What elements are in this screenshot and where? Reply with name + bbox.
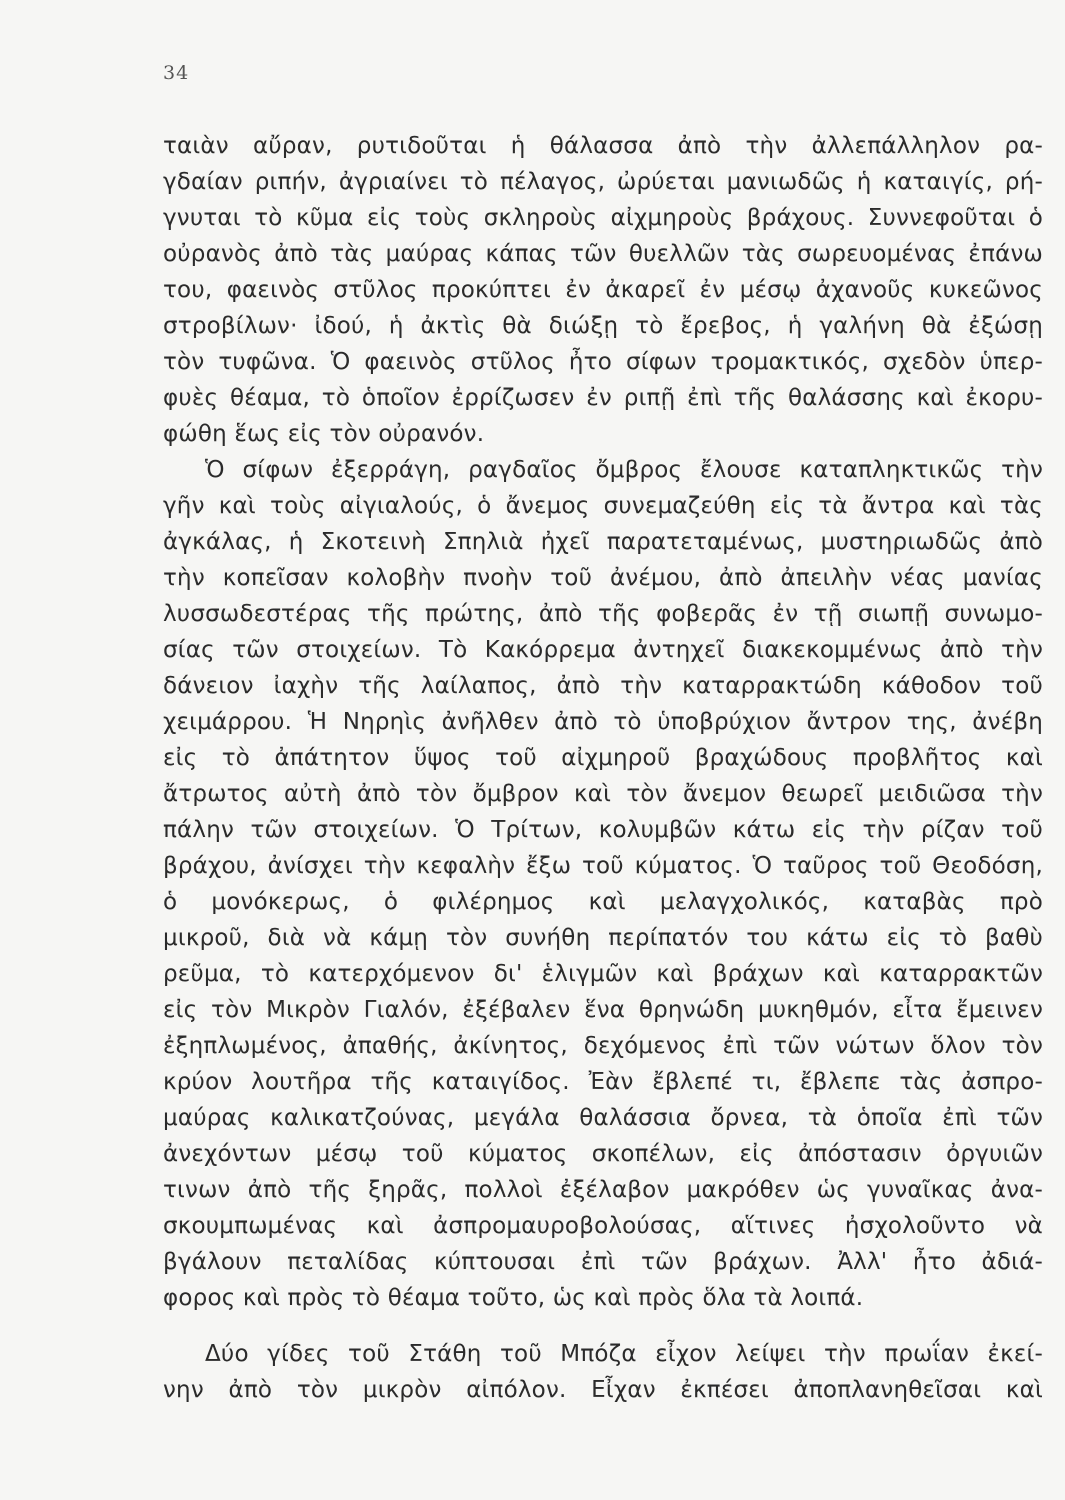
text-line: δάνειον ἰαχὴν τῆς λαίλαπος, ἀπὸ τὴν καταρρακτώδη κάθοδον τοῦ xyxy=(163,673,1043,699)
body-text xyxy=(163,128,1043,1408)
text-line: τὸν τυφῶνα. Ὁ φαεινὸς στῦλος ἦτο σίφων τρομακτικός, σχεδὸν ὑπερ- xyxy=(163,349,1043,375)
text-line: ρεῦμα, τὸ κατερχόμενον δι' ἑλιγμῶν καὶ βράχων καὶ καταρρακτῶν xyxy=(163,961,1043,987)
paragraph-2 xyxy=(163,452,1043,1316)
text-line: γῆν καὶ τοὺς αἰγιαλούς, ὁ ἄνεμος συνεμαζεύθη εἰς τὰ ἄντρα καὶ τὰς xyxy=(163,493,1043,519)
text-line: ἀγκάλας, ἡ Σκοτεινὴ Σπηλιὰ ἠχεῖ παρατεταμένως, μυστηριωδῶς ἀπὸ xyxy=(163,529,1043,555)
text-line: βράχου, ἀνίσχει τὴν κεφαλὴν ἔξω τοῦ κύματος. Ὁ ταῦρος τοῦ Θεοδόση, xyxy=(163,853,1043,879)
text-line: ἐξηπλωμένος, ἀπαθής, ἀκίνητος, δεχόμενος ἐπὶ τῶν νώτων ὅλον τὸν xyxy=(163,1033,1043,1059)
text-line: σκουμπωμένας καὶ ἀσπρομαυροβολούσας, αἵτινες ἠσχολοῦντο νὰ xyxy=(163,1213,1043,1239)
text-line: τινων ἀπὸ τῆς ξηρᾶς, πολλοὶ ἐξέλαβον μακρόθεν ὡς γυναῖκας ἀνα- xyxy=(163,1177,1043,1203)
text-line: του, φαεινὸς στῦλος προκύπτει ἐν ἀκαρεῖ ἐν μέσῳ ἀχανοῦς κυκεῶνος xyxy=(163,277,1043,303)
paragraph-1 xyxy=(163,128,1043,452)
text-line: στροβίλων· ἰδού, ἡ ἀκτὶς θὰ διώξῃ τὸ ἔρεβος, ἡ γαλήνη θὰ ἐξώσῃ xyxy=(163,313,1043,339)
text-line: ὁ μονόκερως, ὁ φιλέρημος καὶ μελαγχολικός, καταβὰς πρὸ xyxy=(163,889,1043,915)
paragraph-gap xyxy=(163,1316,1043,1336)
text-line: γνυται τὸ κῦμα εἰς τοὺς σκληροὺς αἰχμηροὺς βράχους. Συννεφοῦται ὁ xyxy=(163,205,1043,231)
text-line: νην ἀπὸ τὸν μικρὸν αἰπόλον. Εἶχαν ἐκπέσει ἀποπλανηθεῖσαι καὶ xyxy=(163,1377,1043,1403)
text-line: εἰς τὸν Μικρὸν Γιαλόν, ἐξέβαλεν ἕνα θρηνώδη μυκηθμόν, εἶτα ἔμεινεν xyxy=(163,997,1043,1023)
text-line: οὐρανὸς ἀπὸ τὰς μαύρας κάπας τῶν θυελλῶν τὰς σωρευομένας ἐπάνω xyxy=(163,241,1043,267)
paragraph-3 xyxy=(163,1336,1043,1408)
text-line: φορος καὶ πρὸς τὸ θέαμα τοῦτο, ὡς καὶ πρὸς ὅλα τὰ λοιπά. xyxy=(163,1285,864,1311)
text-line: χειμάρρου. Ἡ Νηρηὶς ἀνῆλθεν ἀπὸ τὸ ὑποβρύχιον ἄντρον της, ἀνέβη xyxy=(163,709,1043,735)
text-line: μαύρας καλικατζούνας, μεγάλα θαλάσσια ὄρνεα, τὰ ὁποῖα ἐπὶ τῶν xyxy=(163,1105,1043,1131)
text-line: πάλην τῶν στοιχείων. Ὁ Τρίτων, κολυμβῶν κάτω εἰς τὴν ρίζαν τοῦ xyxy=(163,817,1043,843)
text-line: τὴν κοπεῖσαν κολοβὴν πνοὴν τοῦ ἀνέμου, ἀπὸ ἀπειλὴν νέας μανίας xyxy=(163,565,1043,591)
text-line: βγάλουν πεταλίδας κύπτουσαι ἐπὶ τῶν βράχων. Ἀλλ' ἦτο ἀδιά- xyxy=(163,1249,1043,1275)
page-number: 34 xyxy=(163,62,190,84)
text-line: σίας τῶν στοιχείων. Τὸ Κακόρρεμα ἀντηχεῖ διακεκομμένως ἀπὸ τὴν xyxy=(163,637,1043,663)
text-line: ταιὰν αὔραν, ρυτιδοῦται ἡ θάλασσα ἀπὸ τὴν ἀλλεπάλληλον ρα- xyxy=(163,133,1043,159)
text-line: λυσσωδεστέρας τῆς πρώτης, ἀπὸ τῆς φοβερᾶς ἐν τῇ σιωπῇ συνωμο- xyxy=(163,601,1043,627)
text-line: ἄτρωτος αὐτὴ ἀπὸ τὸν ὄμβρον καὶ τὸν ἄνεμον θεωρεῖ μειδιῶσα τὴν xyxy=(163,781,1043,807)
text-line: Δύο γίδες τοῦ Στάθη τοῦ Μπόζα εἶχον λείψει τὴν πρωΐαν ἐκεί- xyxy=(205,1341,1043,1367)
text-line: ἀνεχόντων μέσῳ τοῦ κύματος σκοπέλων, εἰς ἀπόστασιν ὀργυιῶν xyxy=(163,1141,1043,1167)
text-line: γδαίαν ριπήν, ἀγριαίνει τὸ πέλαγος, ὠρύεται μανιωδῶς ἡ καταιγίς, ρή- xyxy=(163,169,1043,195)
text-line: φυὲς θέαμα, τὸ ὁποῖον ἐρρίζωσεν ἐν ριπῇ ἐπὶ τῆς θαλάσσης καὶ ἐκορυ- xyxy=(163,385,1043,411)
text-line: Ὁ σίφων ἐξερράγη, ραγδαῖος ὄμβρος ἔλουσε καταπληκτικῶς τὴν xyxy=(205,457,1043,483)
text-line: φώθη ἕως εἰς τὸν οὐρανόν. xyxy=(163,421,485,447)
text-line: μικροῦ, διὰ νὰ κάμῃ τὸν συνήθη περίπατόν του κάτω εἰς τὸ βαθὺ xyxy=(163,925,1043,951)
text-line: εἰς τὸ ἀπάτητον ὕψος τοῦ αἰχμηροῦ βραχώδους προβλῆτος καὶ xyxy=(163,745,1043,771)
text-line: κρύον λουτῆρα τῆς καταιγίδος. Ἐὰν ἔβλεπέ τι, ἔβλεπε τὰς ἀσπρο- xyxy=(163,1069,1043,1095)
